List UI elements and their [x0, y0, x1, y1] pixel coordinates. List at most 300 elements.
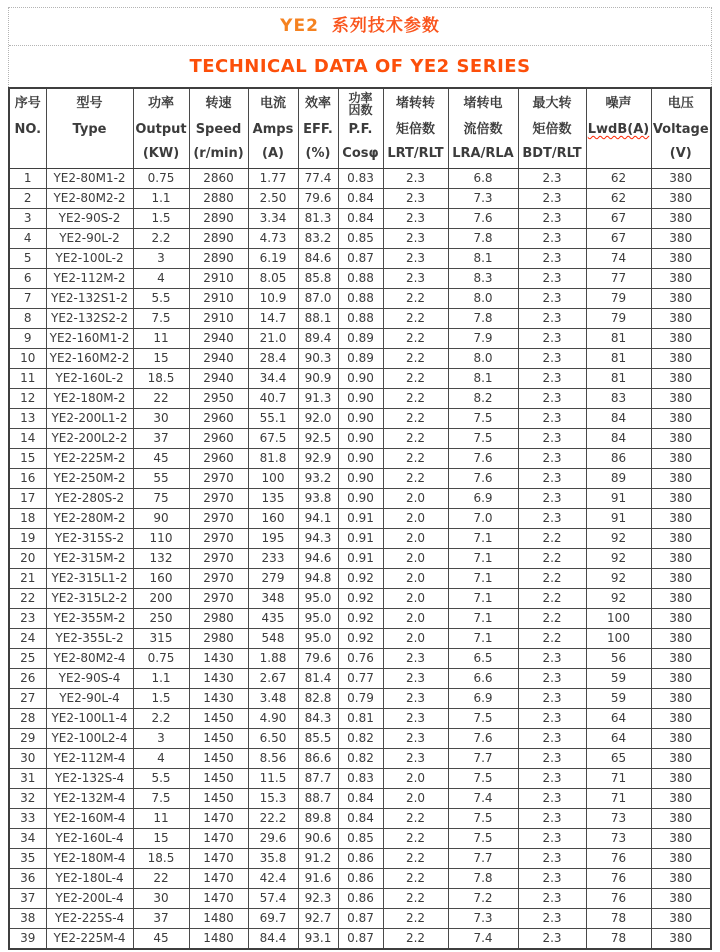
cell-bdt: 2.3	[518, 169, 586, 189]
cell-type: YE2-132S-4	[46, 769, 133, 789]
cell-voltage: 380	[651, 889, 711, 909]
cell-lra: 8.1	[448, 249, 518, 269]
cell-speed: 1450	[189, 729, 248, 749]
table-row	[9, 489, 711, 509]
cell-eff: 87.7	[298, 769, 338, 789]
cell-lrt: 2.2	[383, 309, 448, 329]
cell-noise: 100	[586, 629, 651, 649]
cell-voltage: 380	[651, 829, 711, 849]
cell-type: YE2-280S-2	[46, 489, 133, 509]
cell-output: 1.1	[133, 669, 189, 689]
cell-voltage: 380	[651, 189, 711, 209]
table-row	[9, 849, 711, 869]
cell-pf: 0.79	[338, 689, 383, 709]
cell-amps: 2.50	[248, 189, 298, 209]
cell-output: 160	[133, 569, 189, 589]
cell-noise: 64	[586, 709, 651, 729]
cell-bdt: 2.3	[518, 669, 586, 689]
cell-lra: 7.4	[448, 789, 518, 809]
table-row	[9, 429, 711, 449]
table-row	[9, 269, 711, 289]
cell-no: 36	[9, 869, 46, 889]
cell-type: YE2-355L-2	[46, 629, 133, 649]
cell-lra: 6.9	[448, 689, 518, 709]
cell-lrt: 2.0	[383, 569, 448, 589]
cell-amps: 84.4	[248, 929, 298, 950]
cell-type: YE2-180M-2	[46, 389, 133, 409]
cell-voltage: 380	[651, 629, 711, 649]
cell-lra: 8.1	[448, 369, 518, 389]
cell-lrt: 2.2	[383, 389, 448, 409]
page-title-en: TECHNICAL DATA OF YE2 SERIES	[189, 56, 531, 77]
cell-no: 12	[9, 389, 46, 409]
cell-speed: 2890	[189, 209, 248, 229]
cell-bdt: 2.3	[518, 409, 586, 429]
cell-no: 11	[9, 369, 46, 389]
cell-voltage: 380	[651, 569, 711, 589]
cell-speed: 1480	[189, 929, 248, 950]
cell-bdt: 2.3	[518, 349, 586, 369]
cell-no: 17	[9, 489, 46, 509]
cell-no: 37	[9, 889, 46, 909]
cell-noise: 81	[586, 329, 651, 349]
cell-lrt: 2.0	[383, 769, 448, 789]
cell-lra: 7.5	[448, 429, 518, 449]
cell-no: 18	[9, 509, 46, 529]
cell-bdt: 2.3	[518, 929, 586, 950]
table-row	[9, 609, 711, 629]
cell-bdt: 2.3	[518, 429, 586, 449]
cell-eff: 95.0	[298, 589, 338, 609]
cell-lrt: 2.0	[383, 509, 448, 529]
cell-pf: 0.92	[338, 629, 383, 649]
table-body	[9, 169, 711, 950]
cell-eff: 89.8	[298, 809, 338, 829]
cell-pf: 0.76	[338, 649, 383, 669]
cell-type: YE2-100L2-4	[46, 729, 133, 749]
cell-bdt: 2.3	[518, 749, 586, 769]
cell-output: 250	[133, 609, 189, 629]
cell-pf: 0.84	[338, 789, 383, 809]
cell-eff: 91.6	[298, 869, 338, 889]
cell-lrt: 2.0	[383, 789, 448, 809]
cell-output: 2.2	[133, 229, 189, 249]
col-header-speed: 转速 Speed (r/min)	[189, 88, 248, 169]
cell-amps: 28.4	[248, 349, 298, 369]
cell-no: 2	[9, 189, 46, 209]
cell-speed: 2940	[189, 369, 248, 389]
cell-eff: 81.3	[298, 209, 338, 229]
cell-type: YE2-90L-4	[46, 689, 133, 709]
cell-pf: 0.88	[338, 309, 383, 329]
cell-no: 38	[9, 909, 46, 929]
cell-type: YE2-280M-2	[46, 509, 133, 529]
cell-no: 1	[9, 169, 46, 189]
cell-bdt: 2.2	[518, 529, 586, 549]
table-row	[9, 349, 711, 369]
cell-noise: 62	[586, 189, 651, 209]
cell-lra: 7.4	[448, 929, 518, 950]
cell-voltage: 380	[651, 609, 711, 629]
cell-amps: 40.7	[248, 389, 298, 409]
cell-voltage: 380	[651, 529, 711, 549]
cell-lra: 6.9	[448, 489, 518, 509]
cell-lrt: 2.3	[383, 209, 448, 229]
cell-speed: 1430	[189, 689, 248, 709]
table-row	[9, 649, 711, 669]
table-row	[9, 889, 711, 909]
cell-noise: 83	[586, 389, 651, 409]
cell-lra: 7.8	[448, 229, 518, 249]
cell-lra: 7.8	[448, 869, 518, 889]
cell-noise: 77	[586, 269, 651, 289]
cell-type: YE2-315L2-2	[46, 589, 133, 609]
cell-amps: 57.4	[248, 889, 298, 909]
cell-voltage: 380	[651, 669, 711, 689]
cell-eff: 94.1	[298, 509, 338, 529]
cell-voltage: 380	[651, 729, 711, 749]
cell-amps: 42.4	[248, 869, 298, 889]
cell-voltage: 380	[651, 869, 711, 889]
cell-amps: 55.1	[248, 409, 298, 429]
cell-output: 11	[133, 809, 189, 829]
cell-pf: 0.90	[338, 489, 383, 509]
cell-lra: 7.5	[448, 809, 518, 829]
cell-noise: 100	[586, 609, 651, 629]
cell-no: 24	[9, 629, 46, 649]
cell-no: 35	[9, 849, 46, 869]
cell-eff: 95.0	[298, 629, 338, 649]
cell-pf: 0.84	[338, 209, 383, 229]
cell-amps: 435	[248, 609, 298, 629]
cell-eff: 94.6	[298, 549, 338, 569]
table-row	[9, 509, 711, 529]
cell-amps: 279	[248, 569, 298, 589]
cell-voltage: 380	[651, 169, 711, 189]
cell-eff: 91.2	[298, 849, 338, 869]
cell-pf: 0.90	[338, 409, 383, 429]
cell-lrt: 2.3	[383, 749, 448, 769]
table-row	[9, 529, 711, 549]
cell-speed: 1450	[189, 749, 248, 769]
cell-amps: 22.2	[248, 809, 298, 829]
cell-pf: 0.86	[338, 849, 383, 869]
cell-output: 18.5	[133, 849, 189, 869]
cell-eff: 88.1	[298, 309, 338, 329]
cell-eff: 84.6	[298, 249, 338, 269]
cell-no: 26	[9, 669, 46, 689]
cell-eff: 83.2	[298, 229, 338, 249]
cell-lra: 6.5	[448, 649, 518, 669]
cell-pf: 0.83	[338, 169, 383, 189]
cell-output: 45	[133, 449, 189, 469]
cell-lrt: 2.2	[383, 909, 448, 929]
col-header-pf: 功率 因数 P.F. Cosφ	[338, 88, 383, 169]
col-header-bdt: 最大转 矩倍数 BDT/RLT	[518, 88, 586, 169]
cell-no: 32	[9, 789, 46, 809]
col-header-eff: 效率 EFF. (%)	[298, 88, 338, 169]
cell-voltage: 380	[651, 449, 711, 469]
cell-type: YE2-250M-2	[46, 469, 133, 489]
cell-eff: 90.3	[298, 349, 338, 369]
cell-lra: 6.8	[448, 169, 518, 189]
cell-noise: 64	[586, 729, 651, 749]
cell-amps: 4.73	[248, 229, 298, 249]
cell-eff: 95.0	[298, 609, 338, 629]
cell-lra: 7.5	[448, 709, 518, 729]
cell-eff: 92.7	[298, 909, 338, 929]
cell-noise: 84	[586, 429, 651, 449]
cell-lrt: 2.2	[383, 829, 448, 849]
cell-output: 30	[133, 889, 189, 909]
cell-eff: 93.8	[298, 489, 338, 509]
title-series-code: YE2	[280, 16, 319, 36]
cell-type: YE2-225S-4	[46, 909, 133, 929]
cell-speed: 2890	[189, 249, 248, 269]
table-row	[9, 709, 711, 729]
cell-no: 14	[9, 429, 46, 449]
cell-speed: 1470	[189, 849, 248, 869]
cell-speed: 2880	[189, 189, 248, 209]
cell-output: 315	[133, 629, 189, 649]
table-row	[9, 569, 711, 589]
cell-lrt: 2.3	[383, 189, 448, 209]
cell-bdt: 2.3	[518, 329, 586, 349]
cell-speed: 1470	[189, 889, 248, 909]
cell-bdt: 2.2	[518, 569, 586, 589]
cell-noise: 92	[586, 529, 651, 549]
cell-eff: 92.9	[298, 449, 338, 469]
cell-type: YE2-200L-4	[46, 889, 133, 909]
cell-no: 20	[9, 549, 46, 569]
cell-speed: 2970	[189, 509, 248, 529]
cell-amps: 3.34	[248, 209, 298, 229]
cell-eff: 89.4	[298, 329, 338, 349]
table-row	[9, 769, 711, 789]
cell-speed: 1450	[189, 709, 248, 729]
cell-type: YE2-180M-4	[46, 849, 133, 869]
cell-type: YE2-132S1-2	[46, 289, 133, 309]
cell-output: 1.5	[133, 209, 189, 229]
cell-noise: 62	[586, 169, 651, 189]
cell-lra: 8.0	[448, 349, 518, 369]
cell-no: 25	[9, 649, 46, 669]
cell-noise: 56	[586, 649, 651, 669]
cell-bdt: 2.2	[518, 589, 586, 609]
cell-amps: 1.77	[248, 169, 298, 189]
cell-pf: 0.92	[338, 609, 383, 629]
cell-bdt: 2.3	[518, 509, 586, 529]
cell-amps: 160	[248, 509, 298, 529]
cell-noise: 81	[586, 369, 651, 389]
cell-lrt: 2.0	[383, 489, 448, 509]
cell-lra: 7.8	[448, 309, 518, 329]
cell-lrt: 2.3	[383, 729, 448, 749]
cell-no: 34	[9, 829, 46, 849]
cell-speed: 2980	[189, 609, 248, 629]
cell-amps: 3.48	[248, 689, 298, 709]
cell-no: 6	[9, 269, 46, 289]
cell-voltage: 380	[651, 289, 711, 309]
cell-no: 33	[9, 809, 46, 829]
cell-type: YE2-225M-4	[46, 929, 133, 950]
cell-amps: 67.5	[248, 429, 298, 449]
cell-eff: 92.3	[298, 889, 338, 909]
cell-bdt: 2.3	[518, 489, 586, 509]
cell-bdt: 2.3	[518, 829, 586, 849]
table-row	[9, 929, 711, 950]
cell-lrt: 2.2	[383, 409, 448, 429]
cell-type: YE2-132M-4	[46, 789, 133, 809]
cell-bdt: 2.3	[518, 369, 586, 389]
cell-noise: 59	[586, 689, 651, 709]
cell-pf: 0.89	[338, 349, 383, 369]
cell-bdt: 2.3	[518, 789, 586, 809]
cell-type: YE2-80M2-2	[46, 189, 133, 209]
cell-lra: 7.3	[448, 909, 518, 929]
cell-lrt: 2.0	[383, 609, 448, 629]
cell-pf: 0.86	[338, 889, 383, 909]
cell-type: YE2-160M1-2	[46, 329, 133, 349]
cell-output: 3	[133, 729, 189, 749]
cell-voltage: 380	[651, 749, 711, 769]
cell-lrt: 2.3	[383, 229, 448, 249]
table-row	[9, 809, 711, 829]
cell-output: 5.5	[133, 289, 189, 309]
cell-speed: 2960	[189, 409, 248, 429]
cell-lra: 7.5	[448, 409, 518, 429]
table-row	[9, 369, 711, 389]
cell-bdt: 2.3	[518, 469, 586, 489]
cell-pf: 0.87	[338, 249, 383, 269]
cell-output: 110	[133, 529, 189, 549]
cell-pf: 0.92	[338, 569, 383, 589]
cell-no: 28	[9, 709, 46, 729]
table-row	[9, 309, 711, 329]
cell-speed: 1430	[189, 669, 248, 689]
cell-no: 29	[9, 729, 46, 749]
cell-noise: 76	[586, 889, 651, 909]
cell-bdt: 2.3	[518, 249, 586, 269]
cell-eff: 84.3	[298, 709, 338, 729]
col-header-no: 序号 NO.	[9, 88, 46, 169]
cell-lra: 8.2	[448, 389, 518, 409]
cell-lrt: 2.0	[383, 529, 448, 549]
cell-speed: 2940	[189, 329, 248, 349]
cell-voltage: 380	[651, 549, 711, 569]
cell-noise: 92	[586, 589, 651, 609]
cell-noise: 78	[586, 909, 651, 929]
cell-output: 0.75	[133, 649, 189, 669]
cell-no: 19	[9, 529, 46, 549]
cell-bdt: 2.3	[518, 209, 586, 229]
cell-noise: 81	[586, 349, 651, 369]
col-header-noise: 噪声 LwdB(A)	[586, 88, 651, 169]
cell-output: 4	[133, 269, 189, 289]
cell-pf: 0.92	[338, 589, 383, 609]
table-row	[9, 669, 711, 689]
cell-noise: 92	[586, 569, 651, 589]
cell-noise: 79	[586, 289, 651, 309]
cell-bdt: 2.3	[518, 269, 586, 289]
cell-pf: 0.85	[338, 829, 383, 849]
cell-amps: 35.8	[248, 849, 298, 869]
cell-pf: 0.77	[338, 669, 383, 689]
cell-pf: 0.87	[338, 909, 383, 929]
cell-voltage: 380	[651, 349, 711, 369]
cell-lrt: 2.2	[383, 929, 448, 950]
cell-lra: 7.1	[448, 629, 518, 649]
cell-output: 30	[133, 409, 189, 429]
cell-voltage: 380	[651, 469, 711, 489]
cell-pf: 0.85	[338, 229, 383, 249]
cell-eff: 86.6	[298, 749, 338, 769]
cell-eff: 94.3	[298, 529, 338, 549]
cell-speed: 2970	[189, 549, 248, 569]
cell-pf: 0.90	[338, 449, 383, 469]
cell-no: 5	[9, 249, 46, 269]
cell-output: 55	[133, 469, 189, 489]
cell-type: YE2-180L-4	[46, 869, 133, 889]
cell-no: 4	[9, 229, 46, 249]
table-row	[9, 729, 711, 749]
cell-no: 7	[9, 289, 46, 309]
cell-output: 5.5	[133, 769, 189, 789]
cell-noise: 79	[586, 309, 651, 329]
cell-voltage: 380	[651, 509, 711, 529]
cell-type: YE2-100L1-4	[46, 709, 133, 729]
cell-voltage: 380	[651, 389, 711, 409]
cell-speed: 2970	[189, 589, 248, 609]
cell-noise: 76	[586, 849, 651, 869]
cell-lrt: 2.2	[383, 849, 448, 869]
cell-amps: 233	[248, 549, 298, 569]
cell-type: YE2-90S-4	[46, 669, 133, 689]
cell-bdt: 2.3	[518, 709, 586, 729]
cell-no: 22	[9, 589, 46, 609]
cell-amps: 195	[248, 529, 298, 549]
col-header-lra: 堵转电 流倍数 LRA/RLA	[448, 88, 518, 169]
cell-noise: 84	[586, 409, 651, 429]
cell-lra: 7.6	[448, 469, 518, 489]
cell-lrt: 2.2	[383, 809, 448, 829]
table-row	[9, 689, 711, 709]
cell-pf: 0.90	[338, 389, 383, 409]
cell-lrt: 2.3	[383, 669, 448, 689]
col-header-voltage: 电压 Voltage (V)	[651, 88, 711, 169]
cell-output: 3	[133, 249, 189, 269]
cell-lrt: 2.3	[383, 649, 448, 669]
cell-type: YE2-160M-4	[46, 809, 133, 829]
col-header-lrt: 堵转转 矩倍数 LRT/RLT	[383, 88, 448, 169]
cell-type: YE2-315M-2	[46, 549, 133, 569]
cell-output: 37	[133, 909, 189, 929]
cell-lra: 7.6	[448, 209, 518, 229]
cell-speed: 2860	[189, 169, 248, 189]
cell-pf: 0.90	[338, 429, 383, 449]
cell-pf: 0.86	[338, 869, 383, 889]
cell-lrt: 2.2	[383, 329, 448, 349]
cell-lra: 8.0	[448, 289, 518, 309]
cell-bdt: 2.3	[518, 449, 586, 469]
cell-voltage: 380	[651, 689, 711, 709]
cell-amps: 6.50	[248, 729, 298, 749]
cell-type: YE2-200L2-2	[46, 429, 133, 449]
cell-pf: 0.84	[338, 809, 383, 829]
cell-no: 27	[9, 689, 46, 709]
cell-pf: 0.90	[338, 369, 383, 389]
cell-voltage: 380	[651, 429, 711, 449]
